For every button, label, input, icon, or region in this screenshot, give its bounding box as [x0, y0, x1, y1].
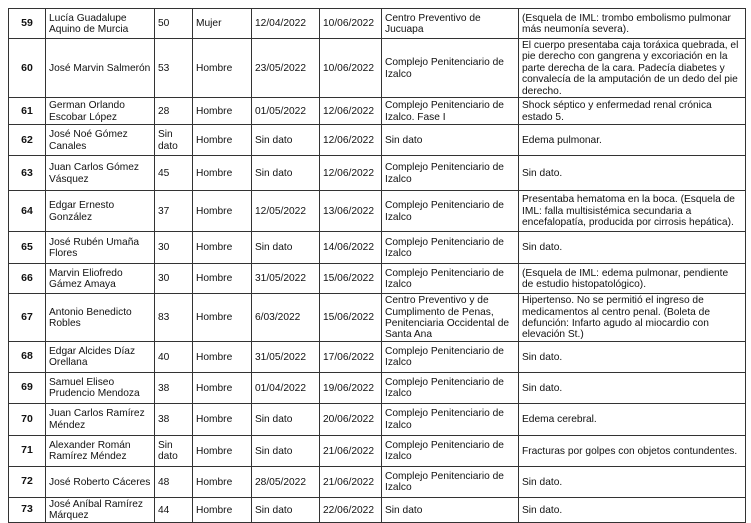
death-date: 10/06/2022 — [320, 39, 382, 98]
detention-date: 28/05/2022 — [252, 466, 320, 497]
age: 45 — [155, 156, 193, 191]
cause-of-death: Sin dato. — [519, 466, 746, 497]
detention-date: Sin dato — [252, 232, 320, 264]
table-row — [9, 39, 746, 98]
sex: Hombre — [193, 372, 252, 403]
cause-of-death: Edema pulmonar. — [519, 125, 746, 156]
detention-date: 12/04/2022 — [252, 9, 320, 39]
detention-date: 31/05/2022 — [252, 264, 320, 294]
table-row — [9, 9, 746, 39]
sex: Mujer — [193, 9, 252, 39]
row-number: 60 — [9, 39, 46, 98]
person-name: Antonio Benedicto Robles — [46, 294, 155, 342]
row-number: 73 — [9, 497, 46, 522]
table-row — [9, 341, 746, 372]
sex: Hombre — [193, 341, 252, 372]
cause-of-death: Fracturas por golpes con objetos contundentes. — [519, 435, 746, 466]
person-name: Lucía Guadalupe Aquino de Murcia — [46, 9, 155, 39]
detention-date: 31/05/2022 — [252, 341, 320, 372]
sex: Hombre — [193, 264, 252, 294]
death-date: 21/06/2022 — [320, 435, 382, 466]
row-number: 72 — [9, 466, 46, 497]
table-row — [9, 98, 746, 125]
sex: Hombre — [193, 435, 252, 466]
sex: Hombre — [193, 294, 252, 342]
detention-date: 6/03/2022 — [252, 294, 320, 342]
age: 30 — [155, 232, 193, 264]
detention-center: Complejo Penitenciario de Izalco — [382, 232, 519, 264]
row-number: 68 — [9, 341, 46, 372]
detention-center: Complejo Penitenciario de Izalco — [382, 403, 519, 435]
detention-date: 01/04/2022 — [252, 372, 320, 403]
table-row — [9, 125, 746, 156]
death-date: 15/06/2022 — [320, 264, 382, 294]
detention-center: Complejo Penitenciario de Izalco — [382, 435, 519, 466]
death-date: 19/06/2022 — [320, 372, 382, 403]
age: Sin dato — [155, 125, 193, 156]
age: Sin dato — [155, 435, 193, 466]
cause-of-death: Sin dato. — [519, 497, 746, 522]
person-name: Alexander Román Ramírez Méndez — [46, 435, 155, 466]
row-number: 62 — [9, 125, 46, 156]
sex: Hombre — [193, 156, 252, 191]
table-row — [9, 264, 746, 294]
cause-of-death: El cuerpo presentaba caja toráxica quebrada, el pie derecho con gangrena y excoriación en la parte derecha de la cara. Padecía diabetes y convalecía de la amputación de un dedo del pie derecho. — [519, 39, 746, 98]
person-name: José Noé Gómez Canales — [46, 125, 155, 156]
sex: Hombre — [193, 125, 252, 156]
person-name: Samuel Eliseo Prudencio Mendoza — [46, 372, 155, 403]
detention-center: Complejo Penitenciario de Izalco — [382, 39, 519, 98]
table-row — [9, 191, 746, 232]
death-date: 20/06/2022 — [320, 403, 382, 435]
person-name: German Orlando Escobar López — [46, 98, 155, 125]
age: 83 — [155, 294, 193, 342]
person-name: Marvin Eliofredo Gámez Amaya — [46, 264, 155, 294]
detention-center: Complejo Penitenciario de Izalco. Fase I — [382, 98, 519, 125]
detention-date: Sin dato — [252, 497, 320, 522]
sex: Hombre — [193, 466, 252, 497]
row-number: 65 — [9, 232, 46, 264]
detention-center: Sin dato — [382, 497, 519, 522]
row-number: 59 — [9, 9, 46, 39]
sex: Hombre — [193, 232, 252, 264]
table-row — [9, 294, 746, 342]
death-date: 13/06/2022 — [320, 191, 382, 232]
row-number: 64 — [9, 191, 46, 232]
detention-center: Centro Preventivo de Jucuapa — [382, 9, 519, 39]
sex: Hombre — [193, 403, 252, 435]
death-date: 12/06/2022 — [320, 125, 382, 156]
detention-center: Complejo Penitenciario de Izalco — [382, 372, 519, 403]
detention-date: Sin dato — [252, 156, 320, 191]
age: 30 — [155, 264, 193, 294]
person-name: José Roberto Cáceres — [46, 466, 155, 497]
age: 28 — [155, 98, 193, 125]
cause-of-death: Shock séptico y enfermedad renal crónica estado 5. — [519, 98, 746, 125]
detention-center: Complejo Penitenciario de Izalco — [382, 156, 519, 191]
death-date: 12/06/2022 — [320, 98, 382, 125]
cause-of-death: Presentaba hematoma en la boca. (Esquela de IML: falla multisistémica secundaria a encefalopatía, producida por cirrosis hepática). — [519, 191, 746, 232]
table-row — [9, 232, 746, 264]
row-number: 63 — [9, 156, 46, 191]
person-name: Juan Carlos Gómez Vásquez — [46, 156, 155, 191]
age: 53 — [155, 39, 193, 98]
table-row — [9, 372, 746, 403]
death-date: 17/06/2022 — [320, 341, 382, 372]
cause-of-death: Hipertenso. No se permitió el ingreso de medicamentos al centro penal. (Boleta de defunción: Infarto agudo al miocardio con elevación St.) — [519, 294, 746, 342]
age: 40 — [155, 341, 193, 372]
person-name: Edgar Alcides Díaz Orellana — [46, 341, 155, 372]
detention-date: 01/05/2022 — [252, 98, 320, 125]
age: 48 — [155, 466, 193, 497]
person-name: Edgar Ernesto González — [46, 191, 155, 232]
detention-center: Complejo Penitenciario de Izalco — [382, 341, 519, 372]
age: 38 — [155, 403, 193, 435]
detention-center: Complejo Penitenciario de Izalco — [382, 466, 519, 497]
cause-of-death: (Esquela de IML: edema pulmonar, pendiente de estudio histopatológico). — [519, 264, 746, 294]
age: 37 — [155, 191, 193, 232]
person-name: José Marvin Salmerón — [46, 39, 155, 98]
cause-of-death: Sin dato. — [519, 232, 746, 264]
row-number: 61 — [9, 98, 46, 125]
row-number: 69 — [9, 372, 46, 403]
sex: Hombre — [193, 39, 252, 98]
detention-center: Complejo Penitenciario de Izalco — [382, 191, 519, 232]
person-name: Juan Carlos Ramírez Méndez — [46, 403, 155, 435]
person-name: José Aníbal Ramírez Márquez — [46, 497, 155, 522]
sex: Hombre — [193, 191, 252, 232]
person-name: José Rubén Umaña Flores — [46, 232, 155, 264]
age: 50 — [155, 9, 193, 39]
table-row — [9, 497, 746, 522]
cause-of-death: (Esquela de IML: trombo embolismo pulmonar más neumonía severa). — [519, 9, 746, 39]
detention-date: 12/05/2022 — [252, 191, 320, 232]
death-date: 22/06/2022 — [320, 497, 382, 522]
cause-of-death: Edema cerebral. — [519, 403, 746, 435]
death-date: 15/06/2022 — [320, 294, 382, 342]
table-row — [9, 466, 746, 497]
age: 44 — [155, 497, 193, 522]
detention-center: Centro Preventivo y de Cumplimento de Penas, Penitenciaria Occidental de Santa Ana — [382, 294, 519, 342]
cause-of-death: Sin dato. — [519, 372, 746, 403]
death-date: 14/06/2022 — [320, 232, 382, 264]
death-date: 10/06/2022 — [320, 9, 382, 39]
detention-center: Sin dato — [382, 125, 519, 156]
detention-date: Sin dato — [252, 125, 320, 156]
detention-date: Sin dato — [252, 435, 320, 466]
cause-of-death: Sin dato. — [519, 156, 746, 191]
death-date: 21/06/2022 — [320, 466, 382, 497]
detention-date: 23/05/2022 — [252, 39, 320, 98]
row-number: 67 — [9, 294, 46, 342]
row-number: 70 — [9, 403, 46, 435]
death-date: 12/06/2022 — [320, 156, 382, 191]
cause-of-death: Sin dato. — [519, 341, 746, 372]
sex: Hombre — [193, 98, 252, 125]
deaths-table — [8, 8, 746, 523]
row-number: 66 — [9, 264, 46, 294]
detention-date: Sin dato — [252, 403, 320, 435]
row-number: 71 — [9, 435, 46, 466]
detention-center: Complejo Penitenciario de Izalco — [382, 264, 519, 294]
table-row — [9, 435, 746, 466]
table-row — [9, 403, 746, 435]
sex: Hombre — [193, 497, 252, 522]
table-row — [9, 156, 746, 191]
age: 38 — [155, 372, 193, 403]
